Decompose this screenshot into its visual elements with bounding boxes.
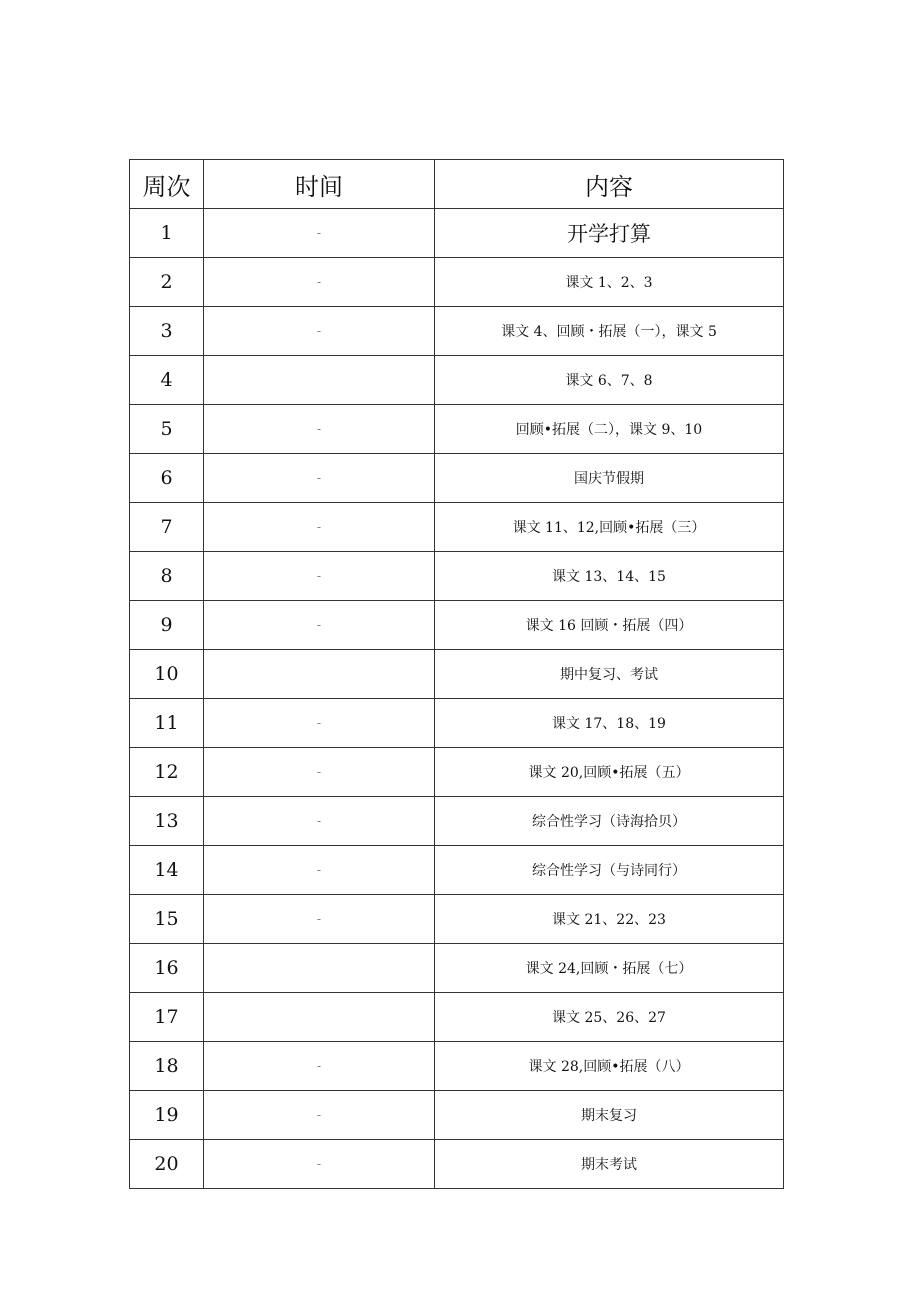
table-row bbox=[130, 650, 784, 699]
cell-time: - bbox=[204, 748, 435, 797]
cell-week: 14 bbox=[130, 846, 204, 895]
cell-week: 16 bbox=[130, 944, 204, 993]
cell-week: 7 bbox=[130, 503, 204, 552]
cell-content: 期中复习、考试 bbox=[435, 650, 784, 699]
table-row bbox=[130, 1091, 784, 1140]
cell-time: - bbox=[204, 1091, 435, 1140]
cell-time: - bbox=[204, 209, 435, 258]
cell-content: 课文 28,回顾•拓展（八） bbox=[435, 1042, 784, 1091]
cell-content: 回顾•拓展（二），课文 9、10 bbox=[435, 405, 784, 454]
cell-time: - bbox=[204, 405, 435, 454]
table-row bbox=[130, 895, 784, 944]
cell-week: 15 bbox=[130, 895, 204, 944]
cell-content: 课文 16 回顾・拓展（四） bbox=[435, 601, 784, 650]
schedule-table bbox=[129, 159, 784, 1189]
cell-week: 12 bbox=[130, 748, 204, 797]
cell-content: 期末复习 bbox=[435, 1091, 784, 1140]
cell-time: - bbox=[204, 699, 435, 748]
cell-time bbox=[204, 356, 435, 405]
table-row bbox=[130, 356, 784, 405]
cell-week: 4 bbox=[130, 356, 204, 405]
cell-content: 课文 6、7、8 bbox=[435, 356, 784, 405]
cell-content: 期末考试 bbox=[435, 1140, 784, 1189]
table-row bbox=[130, 209, 784, 258]
table-row bbox=[130, 748, 784, 797]
cell-week: 18 bbox=[130, 1042, 204, 1091]
cell-week: 19 bbox=[130, 1091, 204, 1140]
cell-week: 8 bbox=[130, 552, 204, 601]
table-row bbox=[130, 1140, 784, 1189]
table-row bbox=[130, 454, 784, 503]
cell-week: 6 bbox=[130, 454, 204, 503]
cell-content: 课文 11、12,回顾•拓展（三） bbox=[435, 503, 784, 552]
table-row bbox=[130, 552, 784, 601]
table-row bbox=[130, 993, 784, 1042]
table-row bbox=[130, 258, 784, 307]
header-week: 周次 bbox=[130, 160, 204, 209]
cell-time bbox=[204, 993, 435, 1042]
cell-week: 13 bbox=[130, 797, 204, 846]
cell-content: 课文 1、2、3 bbox=[435, 258, 784, 307]
header-row bbox=[130, 160, 784, 209]
cell-week: 2 bbox=[130, 258, 204, 307]
table-row bbox=[130, 1042, 784, 1091]
table-row bbox=[130, 503, 784, 552]
cell-time: - bbox=[204, 1140, 435, 1189]
cell-content: 课文 20,回顾•拓展（五） bbox=[435, 748, 784, 797]
cell-time: - bbox=[204, 797, 435, 846]
cell-content: 综合性学习（诗海拾贝） bbox=[435, 797, 784, 846]
table-row bbox=[130, 601, 784, 650]
cell-time bbox=[204, 650, 435, 699]
table-row bbox=[130, 846, 784, 895]
cell-time: - bbox=[204, 552, 435, 601]
cell-content: 国庆节假期 bbox=[435, 454, 784, 503]
cell-time: - bbox=[204, 1042, 435, 1091]
cell-week: 1 bbox=[130, 209, 204, 258]
cell-time: - bbox=[204, 503, 435, 552]
cell-week: 10 bbox=[130, 650, 204, 699]
cell-week: 9 bbox=[130, 601, 204, 650]
cell-week: 20 bbox=[130, 1140, 204, 1189]
cell-content: 课文 21、22、23 bbox=[435, 895, 784, 944]
cell-time: - bbox=[204, 454, 435, 503]
cell-time: - bbox=[204, 307, 435, 356]
cell-content: 开学打算 bbox=[435, 209, 784, 258]
cell-content: 课文 17、18、19 bbox=[435, 699, 784, 748]
cell-content: 课文 24,回顾・拓展（七） bbox=[435, 944, 784, 993]
table-row bbox=[130, 797, 784, 846]
cell-content: 综合性学习（与诗同行） bbox=[435, 846, 784, 895]
cell-week: 5 bbox=[130, 405, 204, 454]
table-row bbox=[130, 405, 784, 454]
cell-week: 3 bbox=[130, 307, 204, 356]
cell-content: 课文 13、14、15 bbox=[435, 552, 784, 601]
cell-week: 11 bbox=[130, 699, 204, 748]
cell-time: - bbox=[204, 258, 435, 307]
cell-time bbox=[204, 944, 435, 993]
cell-content: 课文 25、26、27 bbox=[435, 993, 784, 1042]
table-body bbox=[130, 209, 784, 1189]
header-content: 内容 bbox=[435, 160, 784, 209]
cell-time: - bbox=[204, 601, 435, 650]
cell-content: 课文 4、回顾・拓展（一），课文 5 bbox=[435, 307, 784, 356]
cell-time: - bbox=[204, 895, 435, 944]
table-row bbox=[130, 307, 784, 356]
table-row bbox=[130, 699, 784, 748]
header-time: 时间 bbox=[204, 160, 435, 209]
cell-time: - bbox=[204, 846, 435, 895]
cell-week: 17 bbox=[130, 993, 204, 1042]
table-row bbox=[130, 944, 784, 993]
